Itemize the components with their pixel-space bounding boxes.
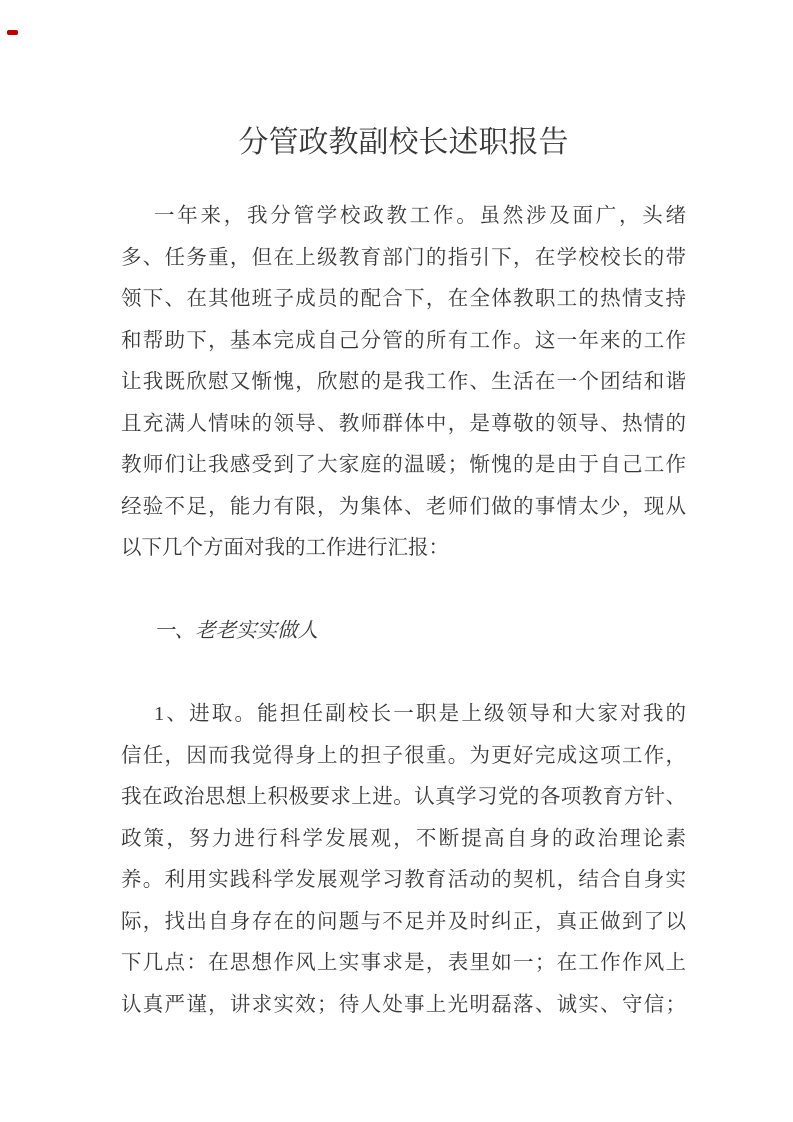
text-line: 一、老老实实做人 xyxy=(154,620,318,642)
text-line: 经验不足，能力有限，为集体、老师们做的事情太少，现从 xyxy=(121,495,686,518)
text-line: 让我既欣慰又惭愧，欣慰的是我工作、生活在一个团结和谐 xyxy=(121,371,686,393)
text-line: 信任，因而我觉得身上的担子很重。为更好完成这项工作， xyxy=(121,744,686,767)
section-heading xyxy=(121,611,686,653)
corner-mark xyxy=(7,30,18,35)
text-line: 教师们让我感受到了大家庭的温暖；惭愧的是由于自己工作 xyxy=(121,454,686,476)
text-line: 际，找出自身存在的问题与不足并及时纠正，真正做到了以 xyxy=(121,910,686,933)
text-line: 我在政治思想上积极要求上进。认真学习党的各项教育方针、 xyxy=(121,786,686,808)
text-line: 且充满人情味的领导、教师群体中，是尊敬的领导、热情的 xyxy=(121,412,686,435)
text-line: 和帮助下，基本完成自己分管的所有工作。这一年来的工作 xyxy=(121,329,686,352)
document-paragraphs xyxy=(121,196,686,1026)
text-line: 认真严谨，讲求实效；待人处事上光明磊落、诚实、守信； xyxy=(121,993,686,1016)
text-line: 多、任务重，但在上级教育部门的指引下，在学校校长的带 xyxy=(121,246,686,269)
text-line: 一年来，我分管学校政教工作。虽然涉及面广，头绪 xyxy=(154,205,686,227)
text-line: 政策，努力进行科学发展观，不断提高自身的政治理论素 xyxy=(121,827,686,850)
text-line: 养。利用实践科学发展观学习教育活动的契机，结合自身实 xyxy=(121,869,686,891)
paragraph xyxy=(121,196,686,570)
text-line: 领下、在其他班子成员的配合下，在全体教职工的热情支持 xyxy=(121,288,686,310)
text-line: 以下几个方面对我的工作进行汇报： xyxy=(121,537,449,559)
paragraph xyxy=(121,694,686,1026)
document-title: 分管政教副校长述职报告 xyxy=(238,126,569,159)
text-line: 下几点：在思想作风上实事求是，表里如一；在工作作风上 xyxy=(121,952,686,974)
text-line: 1、进取。能担任副校长一职是上级领导和大家对我的 xyxy=(154,703,686,725)
